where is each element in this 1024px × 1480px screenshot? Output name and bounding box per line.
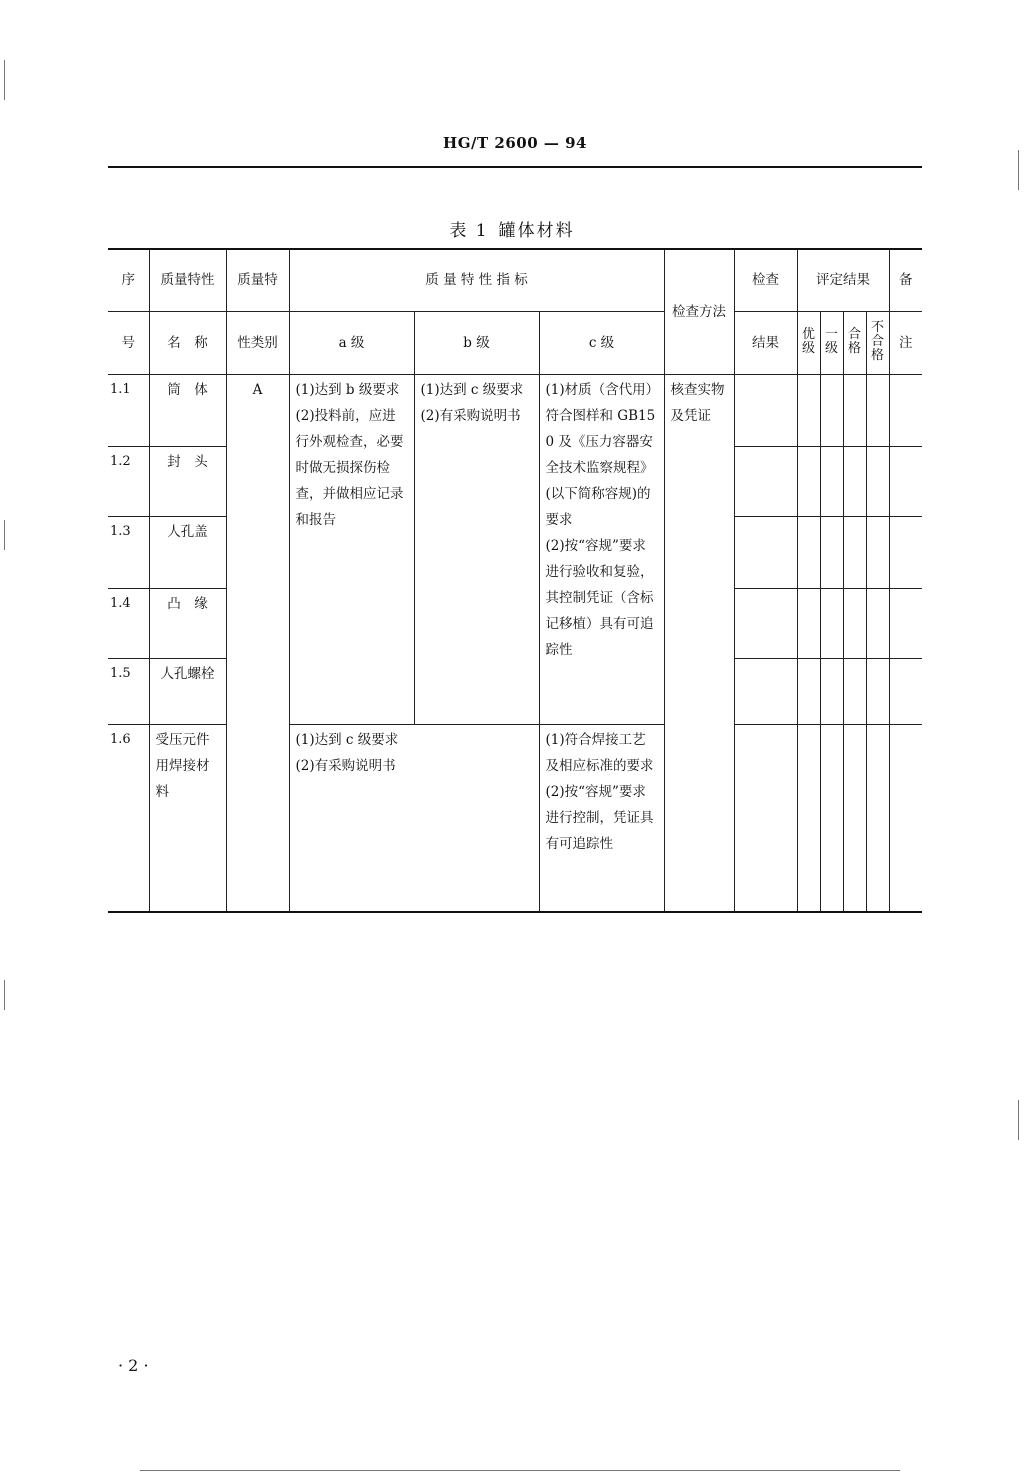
eval-excellent-cell (797, 516, 820, 588)
row-number: 1.1 (108, 374, 149, 446)
header-method: 检查方法 (664, 249, 734, 374)
header-category-top: 质量特 (226, 249, 289, 311)
header-eval-excellent: 优级 (797, 311, 820, 374)
header-eval-pass: 合格 (843, 311, 866, 374)
scan-edge-mark (140, 1470, 900, 1471)
eval-first-cell (820, 588, 843, 658)
header-name-bottom: 名 称 (149, 311, 226, 374)
row-number: 1.5 (108, 658, 149, 724)
eval-first-cell (820, 658, 843, 724)
header-row-1 (108, 249, 922, 311)
header-grade-c: c 级 (539, 311, 664, 374)
eval-pass-cell (843, 516, 866, 588)
check-result-cell (734, 446, 797, 516)
eval-fail-cell (866, 724, 889, 912)
grade-c-requirement: (1)材质（含代用）符合图样和 GB150 及《压力容器安全技术监察规程》(以下简称容规)的要求 (2)按“容规”要求进行验收和复验，其控制凭证（含标记移植）具有可追踪性 (539, 374, 664, 724)
eval-excellent-cell (797, 724, 820, 912)
header-remark-bottom: 注 (889, 311, 922, 374)
eval-pass-cell (843, 374, 866, 446)
scan-edge-mark (4, 60, 5, 100)
scan-edge-mark (1018, 1100, 1019, 1140)
remark-cell (889, 658, 922, 724)
eval-excellent-cell (797, 588, 820, 658)
eval-fail-cell (866, 516, 889, 588)
header-seq-bottom: 号 (108, 311, 149, 374)
grade-a-requirement: (1)达到 b 级要求 (2)投料前，应进行外观检查，必要时做无损探伤检查，并做相应记录和报告 (289, 374, 414, 724)
header-evaluation: 评定结果 (797, 249, 889, 311)
document-header (108, 132, 922, 168)
row-number: 1.2 (108, 446, 149, 516)
header-row-2 (108, 311, 922, 374)
table-row (108, 374, 922, 446)
grade-b-requirement: (1)达到 c 级要求 (2)有采购说明书 (414, 374, 539, 724)
table-number: 表 1 (449, 221, 489, 241)
quality-spec-table (108, 248, 922, 913)
check-result-cell (734, 588, 797, 658)
table-title (0, 216, 1024, 241)
eval-pass-cell (843, 446, 866, 516)
row-name: 凸 缘 (149, 588, 226, 658)
row-number: 1.3 (108, 516, 149, 588)
eval-first-cell (820, 374, 843, 446)
page-number: · 2 · (118, 1356, 149, 1375)
row-number: 1.4 (108, 588, 149, 658)
inspection-method: 核查实物及凭证 (664, 374, 734, 912)
grade-c-requirement-welding: (1)符合焊接工艺及相应标准的要求 (2)按“容规”要求进行控制，凭证具有可追踪性 (539, 724, 664, 912)
quality-category: A (226, 374, 289, 912)
check-result-cell (734, 374, 797, 446)
grade-ab-requirement: (1)达到 c 级要求 (2)有采购说明书 (289, 724, 539, 912)
table-title-text: 罐体材料 (498, 221, 575, 241)
eval-fail-cell (866, 658, 889, 724)
header-grade-b: b 级 (414, 311, 539, 374)
eval-excellent-cell (797, 658, 820, 724)
header-seq-top: 序 (108, 249, 149, 311)
row-number: 1.6 (108, 724, 149, 912)
header-result-bottom: 结果 (734, 311, 797, 374)
eval-first-cell (820, 724, 843, 912)
check-result-cell (734, 658, 797, 724)
remark-cell (889, 446, 922, 516)
scan-edge-mark (1018, 150, 1019, 190)
header-rule (108, 166, 922, 168)
check-result-cell (734, 724, 797, 912)
eval-first-cell (820, 446, 843, 516)
remark-cell (889, 588, 922, 658)
eval-pass-cell (843, 588, 866, 658)
row-name: 筒 体 (149, 374, 226, 446)
standard-code: HG/T 2600 — 94 (443, 134, 587, 152)
eval-fail-cell (866, 446, 889, 516)
row-name: 人孔盖 (149, 516, 226, 588)
header-remark-top: 备 (889, 249, 922, 311)
header-category-bottom: 性类别 (226, 311, 289, 374)
scan-edge-mark (4, 980, 5, 1010)
row-name: 封 头 (149, 446, 226, 516)
header-eval-fail: 不合格 (866, 311, 889, 374)
remark-cell (889, 516, 922, 588)
header-eval-first: 一级 (820, 311, 843, 374)
eval-excellent-cell (797, 374, 820, 446)
remark-cell (889, 374, 922, 446)
eval-excellent-cell (797, 446, 820, 516)
remark-cell (889, 724, 922, 912)
row-name: 受压元件用焊接材料 (149, 724, 226, 912)
row-name: 人孔螺栓 (149, 658, 226, 724)
check-result-cell (734, 516, 797, 588)
eval-pass-cell (843, 658, 866, 724)
header-result-top: 检查 (734, 249, 797, 311)
header-indicators: 质 量 特 性 指 标 (289, 249, 664, 311)
eval-fail-cell (866, 588, 889, 658)
eval-first-cell (820, 516, 843, 588)
eval-fail-cell (866, 374, 889, 446)
scan-edge-mark (4, 520, 5, 550)
eval-pass-cell (843, 724, 866, 912)
header-grade-a: a 级 (289, 311, 414, 374)
header-name-top: 质量特性 (149, 249, 226, 311)
